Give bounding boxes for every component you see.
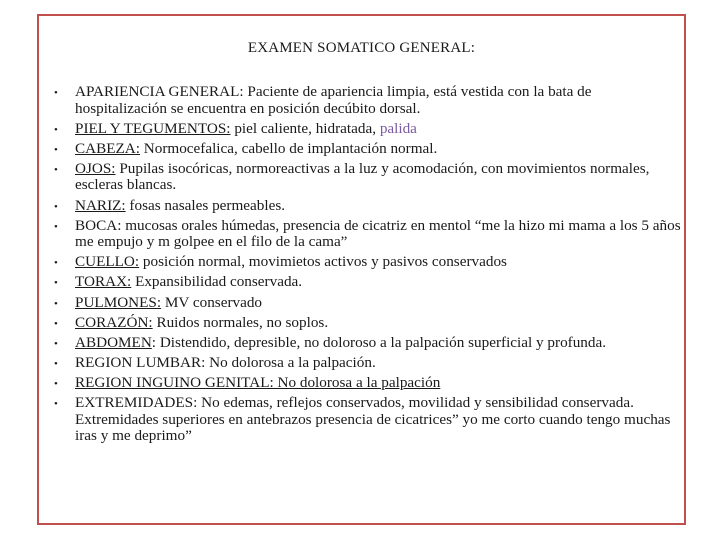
bullet-icon: • — [54, 277, 58, 290]
bullet-icon: • — [54, 297, 58, 310]
item-label: CORAZÓN: — [75, 313, 153, 331]
item-label: REGION INGUINO GENITAL: No dolorosa a la palpación — [75, 373, 441, 391]
list-item — [54, 394, 685, 445]
item-text: Pupilas isocóricas, normoreactivas a la luz y acomodación, con movimientos normales, escleras blancas. — [75, 159, 650, 194]
item-text: : Distendido, depresible, no doloroso a la palpación superficial y profunda. — [151, 333, 607, 351]
item-label: ABDOMEN — [75, 333, 152, 351]
item-text: fosas nasales permeables. — [125, 196, 286, 214]
item-text: APARIENCIA GENERAL: Paciente de apariencia limpia, está vestida con la bata de hospitalización se encuentra en posición decúbito dorsal. — [75, 83, 592, 117]
slide-frame — [37, 14, 686, 525]
list-item — [54, 313, 685, 332]
list-item — [54, 293, 685, 312]
item-label: TORAX: — [75, 273, 132, 291]
item-label: CUELLO: — [75, 253, 140, 271]
bullet-icon: • — [54, 337, 58, 350]
item-label: PULMONES: — [75, 293, 162, 311]
item-label: NARIZ: — [75, 196, 126, 214]
bullet-icon: • — [54, 220, 58, 233]
page-title: EXAMEN SOMATICO GENERAL: — [247, 40, 476, 56]
bullet-icon: • — [54, 317, 58, 330]
list-item — [54, 159, 685, 194]
item-text: MV conservado — [161, 293, 263, 311]
item-text: posición normal, movimietos activos y pasivos conservados — [139, 253, 507, 271]
exam-list — [54, 83, 685, 448]
list-item — [54, 119, 685, 138]
list-item — [54, 253, 685, 271]
list-item — [54, 353, 685, 372]
item-label: PIEL Y TEGUMENTOS: — [75, 119, 231, 137]
bullet-icon: • — [54, 200, 58, 213]
bullet-icon: • — [54, 123, 58, 136]
item-label: CABEZA: — [75, 139, 140, 157]
item-text: EXTREMIDADES: No edemas, reflejos conservados, movilidad y sensibilidad conservada. Extremidades superiores en antebrazos presencia de cicatrices” yo me corto cuando tengo muchas iras y me deprimo” — [75, 394, 671, 445]
list-item — [54, 139, 685, 158]
item-text: REGION LUMBAR: No dolorosa a la palpación. — [75, 353, 376, 371]
item-text: piel caliente, hidratada, — [230, 119, 377, 137]
list-item — [54, 333, 685, 352]
item-label: OJOS: — [75, 159, 116, 177]
item-accent-text: palida — [376, 119, 417, 137]
bullet-icon: • — [54, 357, 58, 370]
bullet-icon: • — [54, 163, 58, 176]
bullet-icon: • — [54, 257, 58, 270]
bullet-icon: • — [54, 377, 58, 390]
item-text: Ruidos normales, no soplos. — [152, 313, 329, 331]
bullet-icon: • — [54, 398, 58, 410]
item-text: Expansibilidad conservada. — [131, 273, 303, 291]
item-text: BOCA: mucosas orales húmedas, presencia de cicatriz en mentol “me la hizo mi mama a los 5 años me empujo y m golpee en el filo de la cama” — [75, 216, 681, 251]
list-item — [54, 373, 685, 392]
list-item — [54, 216, 685, 251]
list-item — [54, 196, 685, 215]
item-text: Normocefalica, cabello de implantación normal. — [139, 139, 438, 157]
list-item — [54, 83, 685, 117]
bullet-icon: • — [54, 87, 58, 99]
bullet-icon: • — [54, 143, 58, 156]
list-item — [54, 273, 685, 291]
